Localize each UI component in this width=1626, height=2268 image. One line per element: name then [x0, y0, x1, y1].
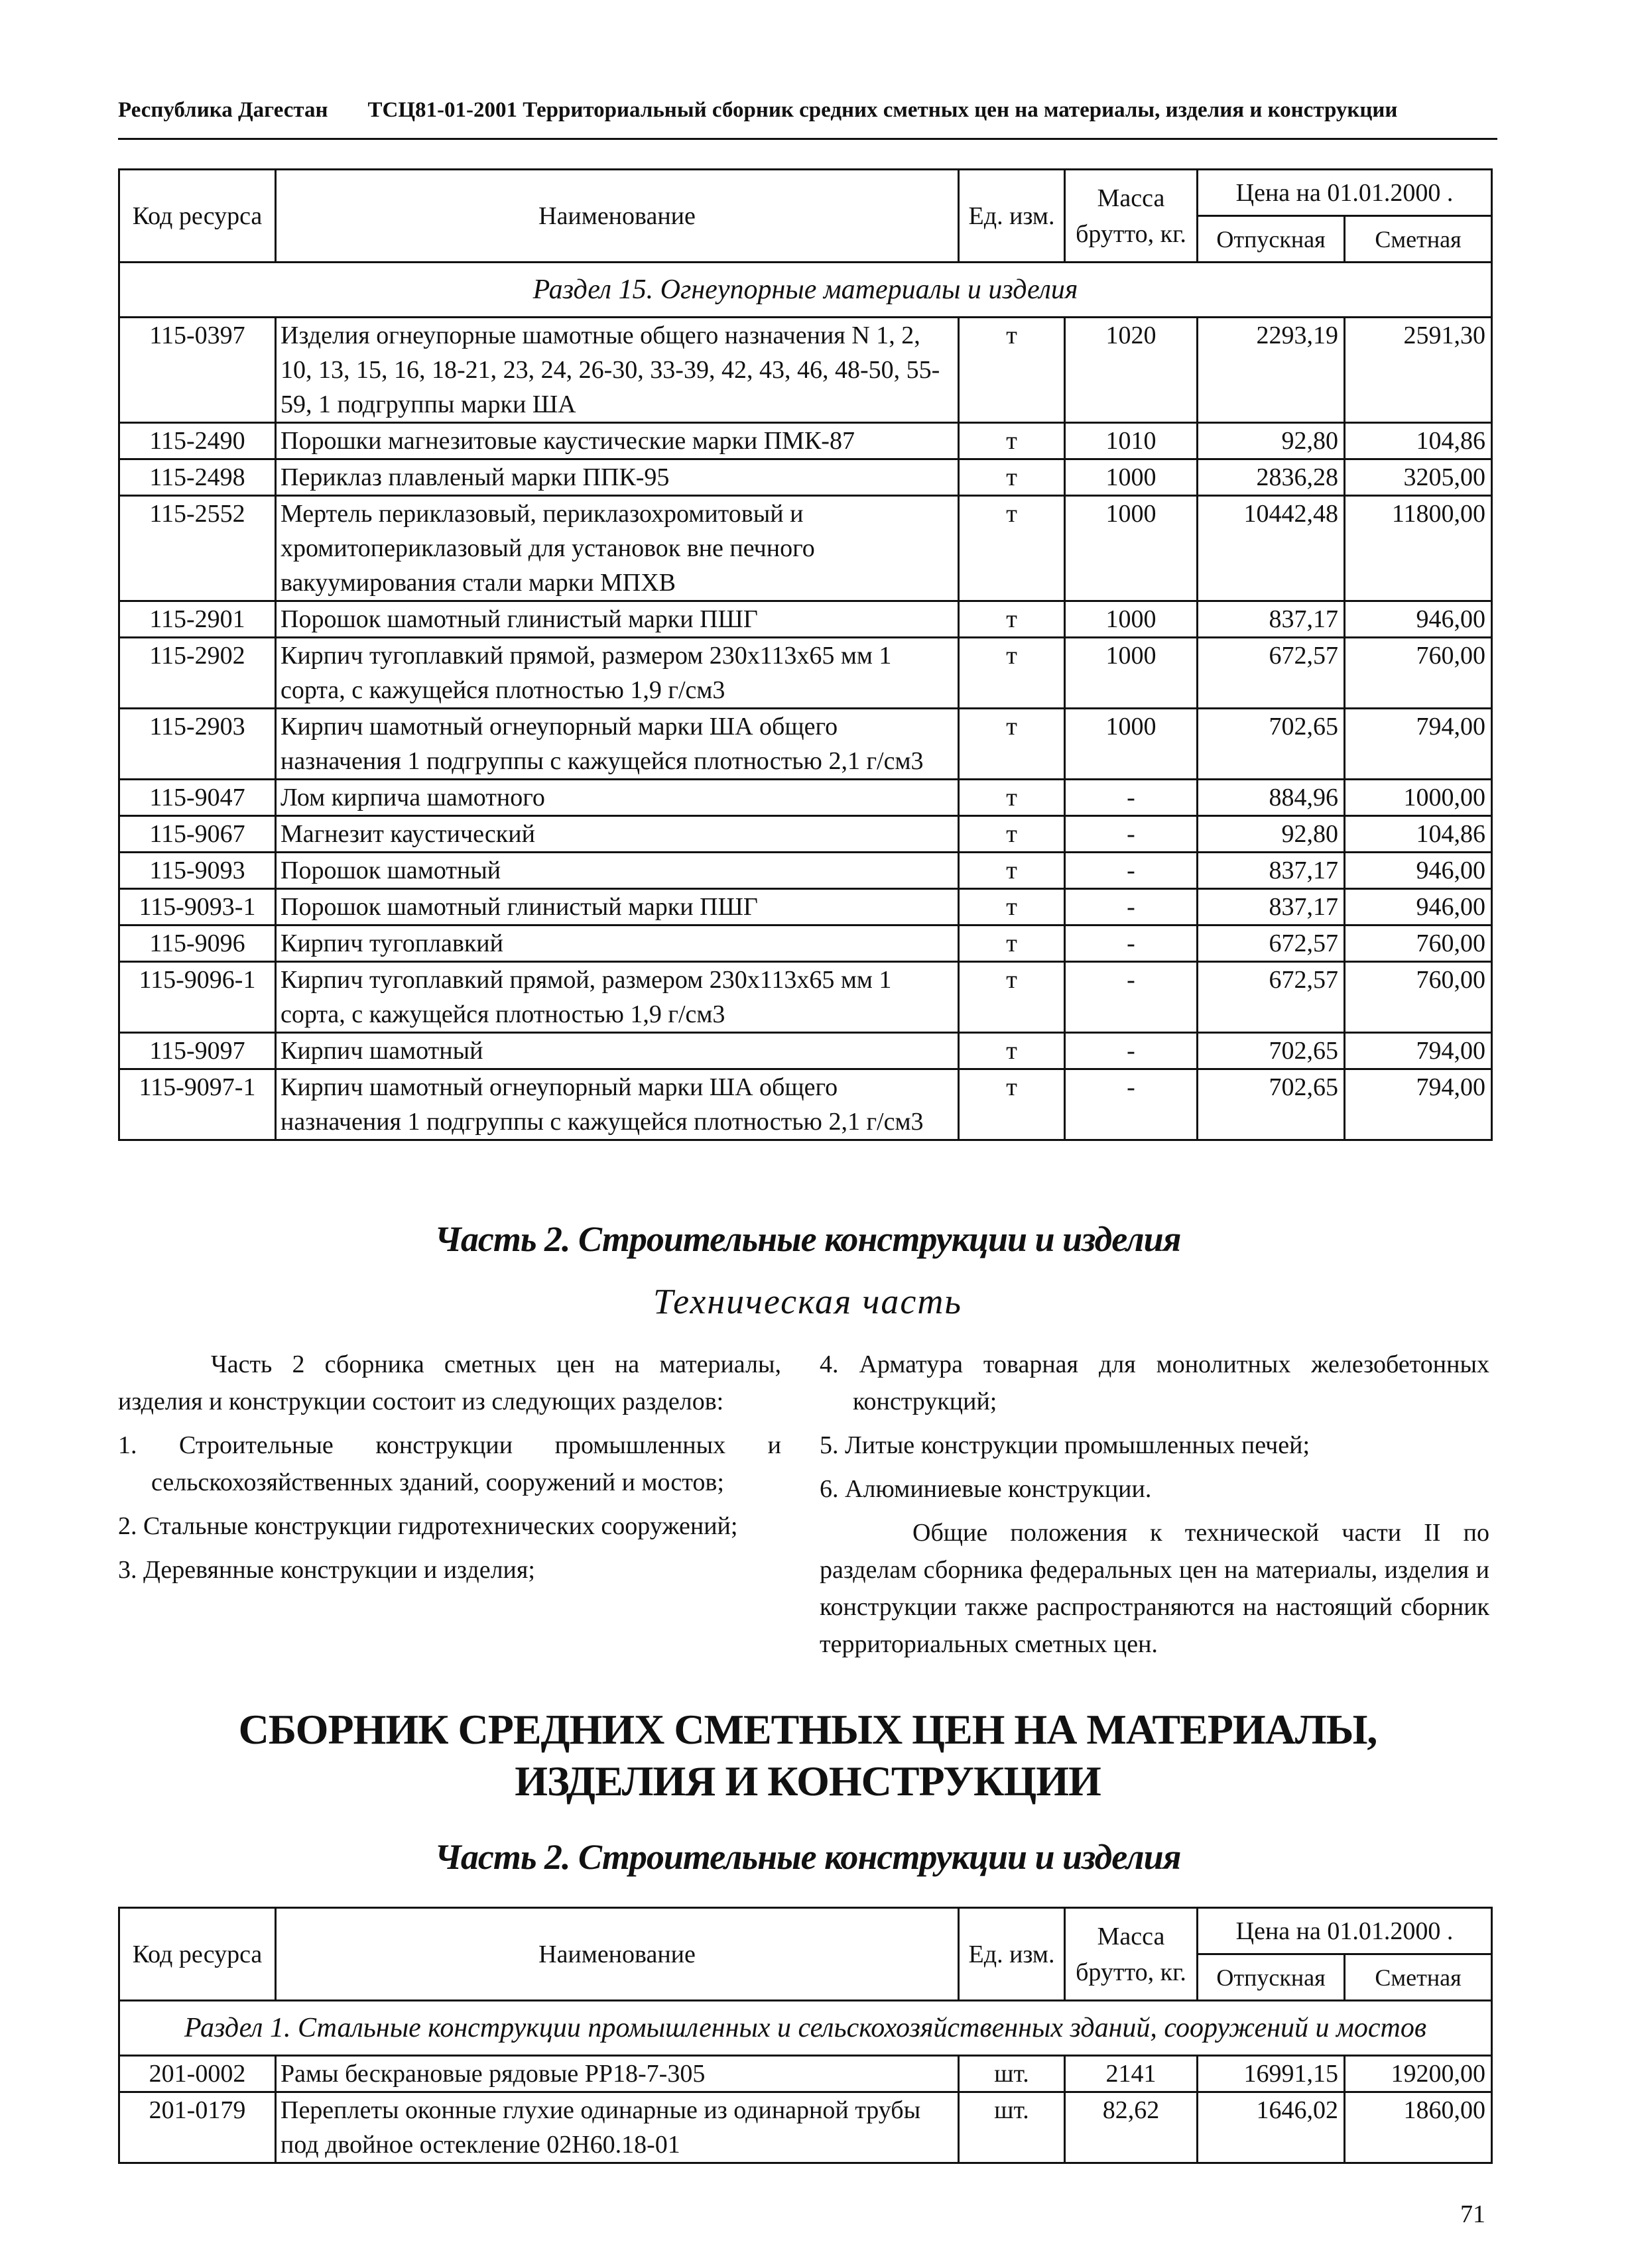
resource-name-cell: Порошок шамотный — [276, 853, 959, 889]
col-header-estimate: Сметная — [1345, 1954, 1492, 2001]
resource-code-cell: 115-2902 — [119, 638, 276, 709]
table-row — [119, 638, 1492, 709]
estimate-price-cell: 794,00 — [1345, 1069, 1492, 1140]
unit-cell: т — [959, 459, 1065, 496]
col-header-price: Цена на 01.01.2000 . — [1198, 170, 1492, 216]
unit-cell: шт. — [959, 2092, 1065, 2163]
section-heading: Раздел 15. Огнеупорные материалы и изделия — [119, 263, 1492, 318]
resource-name-cell: Магнезит каустический — [276, 816, 959, 853]
resource-name-cell: Порошок шамотный глинистый марки ПШГ — [276, 889, 959, 925]
release-price-cell: 837,17 — [1198, 889, 1345, 925]
resource-code-cell: 115-9096 — [119, 925, 276, 962]
release-price-cell: 10442,48 — [1198, 496, 1345, 601]
collection-title — [118, 1704, 1497, 1807]
mass-cell: 1000 — [1065, 638, 1198, 709]
right-column — [820, 1346, 1489, 1663]
resource-code-cell: 115-2490 — [119, 423, 276, 459]
col-header-name: Наименование — [276, 170, 959, 263]
resource-code-cell: 115-2498 — [119, 459, 276, 496]
mass-cell: - — [1065, 1069, 1198, 1140]
resource-code-cell: 201-0002 — [119, 2056, 276, 2092]
estimate-price-cell: 760,00 — [1345, 638, 1492, 709]
release-price-cell: 672,57 — [1198, 638, 1345, 709]
table-row — [119, 496, 1492, 601]
unit-cell: т — [959, 889, 1065, 925]
resource-code-cell: 115-9047 — [119, 780, 276, 816]
mass-cell: - — [1065, 889, 1198, 925]
resource-name-cell: Кирпич шамотный — [276, 1033, 959, 1069]
unit-cell: т — [959, 816, 1065, 853]
resource-code-cell: 115-9097 — [119, 1033, 276, 1069]
resource-code-cell: 115-2552 — [119, 496, 276, 601]
table-row — [119, 1069, 1492, 1140]
list-item: 5. Литые конструкции промышленных печей; — [820, 1431, 1310, 1459]
resource-code-cell: 201-0179 — [119, 2092, 276, 2163]
part-title: Часть 2. Строительные конструкции и изделия — [434, 1219, 1181, 1259]
release-price-cell: 2836,28 — [1198, 459, 1345, 496]
unit-cell: т — [959, 496, 1065, 601]
unit-cell: шт. — [959, 2056, 1065, 2092]
resource-name-cell: Мертель периклазовый, периклазохромитовый и хромитопериклазовый для установок вне печного вакуумирования стали марки МПХВ — [276, 496, 959, 601]
resource-code-cell: 115-9093 — [119, 853, 276, 889]
resource-code-cell: 115-9097-1 — [119, 1069, 276, 1140]
note-paragraph: Общие положения к технической части II по разделам сборника федеральных цен на материалы, изделия и конструкции также распространяются на настоящий сборник территориальных сметных цен. — [820, 1519, 1489, 1658]
col-header-name: Наименование — [276, 1908, 959, 2001]
col-header-release: Отпускная — [1198, 216, 1345, 263]
table-row — [119, 816, 1492, 853]
resource-code-cell: 115-9067 — [119, 816, 276, 853]
resource-name-cell: Лом кирпича шамотного — [276, 780, 959, 816]
resource-name-cell: Кирпич тугоплавкий прямой, размером 230x113x65 мм 1 сорта, с кажущейся плотностью 1,9 г/см3 — [276, 962, 959, 1033]
unit-cell: т — [959, 601, 1065, 638]
estimate-price-cell: 794,00 — [1345, 709, 1492, 780]
table-row — [119, 459, 1492, 496]
unit-cell: т — [959, 853, 1065, 889]
release-price-cell: 837,17 — [1198, 601, 1345, 638]
col-header-mass: Масса брутто, кг. — [1065, 1908, 1198, 2001]
col-header-mass: Масса брутто, кг. — [1065, 170, 1198, 263]
resource-name-cell: Кирпич тугоплавкий — [276, 925, 959, 962]
unit-cell: т — [959, 1069, 1065, 1140]
col-header-unit: Ед. изм. — [959, 170, 1065, 263]
header-rule — [118, 138, 1497, 140]
estimate-price-cell: 2591,30 — [1345, 318, 1492, 423]
mass-cell: 1020 — [1065, 318, 1198, 423]
list-item: 3. Деревянные конструкции и изделия; — [118, 1556, 535, 1584]
estimate-price-cell: 794,00 — [1345, 1033, 1492, 1069]
col-header-price: Цена на 01.01.2000 . — [1198, 1908, 1492, 1954]
col-header-estimate: Сметная — [1345, 216, 1492, 263]
release-price-cell: 702,65 — [1198, 1069, 1345, 1140]
unit-cell: т — [959, 780, 1065, 816]
unit-cell: т — [959, 709, 1065, 780]
estimate-price-cell: 19200,00 — [1345, 2056, 1492, 2092]
estimate-price-cell: 104,86 — [1345, 423, 1492, 459]
resource-code-cell: 115-9093-1 — [119, 889, 276, 925]
table-row — [119, 962, 1492, 1033]
col-header-release: Отпускная — [1198, 1954, 1345, 2001]
resource-code-cell: 115-9096-1 — [119, 962, 276, 1033]
resource-code-cell: 115-2901 — [119, 601, 276, 638]
section-heading: Раздел 1. Стальные конструкции промышленных и сельскохозяйственных зданий, сооружений и мостов — [119, 2001, 1492, 2056]
left-column — [118, 1346, 781, 1588]
table-row — [119, 318, 1492, 423]
col-header-code: Код ресурса — [119, 170, 276, 263]
resource-name-cell: Порошки магнезитовые каустические марки ПМК-87 — [276, 423, 959, 459]
table-row — [119, 423, 1492, 459]
resource-name-cell: Переплеты оконные глухие одинарные из одинарной трубы под двойное остекление 02Н60.18-01 — [276, 2092, 959, 2163]
resource-name-cell: Кирпич тугоплавкий прямой, размером 230x113x65 мм 1 сорта, с кажущейся плотностью 1,9 г/см3 — [276, 638, 959, 709]
release-price-cell: 2293,19 — [1198, 318, 1345, 423]
estimate-price-cell: 104,86 — [1345, 816, 1492, 853]
list-item: 4. Арматура товарная для монолитных железобетонных конструкций; — [820, 1350, 1489, 1415]
release-price-cell: 1646,02 — [1198, 2092, 1345, 2163]
mass-cell: - — [1065, 816, 1198, 853]
table-row — [119, 889, 1492, 925]
price-table-steel — [118, 1907, 1493, 2164]
technical-part-title: Техническая часть — [653, 1282, 962, 1321]
estimate-price-cell: 946,00 — [1345, 889, 1492, 925]
running-header — [118, 98, 1497, 123]
mass-cell: - — [1065, 962, 1198, 1033]
col-header-code: Код ресурса — [119, 1908, 276, 2001]
unit-cell: т — [959, 1033, 1065, 1069]
mass-cell: 1000 — [1065, 496, 1198, 601]
table-row — [119, 601, 1492, 638]
unit-cell: т — [959, 962, 1065, 1033]
mass-cell: - — [1065, 925, 1198, 962]
estimate-price-cell: 946,00 — [1345, 601, 1492, 638]
resource-name-cell: Кирпич шамотный огнеупорный марки ША общего назначения 1 подгруппы с кажущейся плотностью 2,1 г/см3 — [276, 1069, 959, 1140]
release-price-cell: 702,65 — [1198, 1033, 1345, 1069]
release-price-cell: 884,96 — [1198, 780, 1345, 816]
release-price-cell: 16991,15 — [1198, 2056, 1345, 2092]
estimate-price-cell: 11800,00 — [1345, 496, 1492, 601]
unit-cell: т — [959, 423, 1065, 459]
table-row — [119, 780, 1492, 816]
release-price-cell: 702,65 — [1198, 709, 1345, 780]
list-item: 6. Алюминиевые конструкции. — [820, 1475, 1152, 1503]
unit-cell: т — [959, 925, 1065, 962]
estimate-price-cell: 760,00 — [1345, 925, 1492, 962]
release-price-cell: 92,80 — [1198, 816, 1345, 853]
collection-title-line-2: ИЗДЕЛИЯ И КОНСТРУКЦИИ — [515, 1758, 1101, 1805]
resource-code-cell: 115-0397 — [119, 318, 276, 423]
release-price-cell: 672,57 — [1198, 962, 1345, 1033]
page-number: 71 — [1460, 2200, 1485, 2228]
resource-name-cell: Кирпич шамотный огнеупорный марки ША общего назначения 1 подгруппы с кажущейся плотностью 2,1 г/см3 — [276, 709, 959, 780]
mass-cell: 1000 — [1065, 601, 1198, 638]
estimate-price-cell: 1860,00 — [1345, 2092, 1492, 2163]
mass-cell: 2141 — [1065, 2056, 1198, 2092]
price-table-refractory — [118, 168, 1493, 1141]
estimate-price-cell: 946,00 — [1345, 853, 1492, 889]
mass-cell: 1010 — [1065, 423, 1198, 459]
unit-cell: т — [959, 318, 1065, 423]
col-header-unit: Ед. изм. — [959, 1908, 1065, 2001]
header-title: ТСЦ81-01-2001 Территориальный сборник средних сметных цен на материалы, изделия и конструкции — [367, 98, 1398, 122]
list-item: 2. Стальные конструкции гидротехнических сооружений; — [118, 1512, 738, 1540]
release-price-cell: 837,17 — [1198, 853, 1345, 889]
list-item: 1. Строительные конструкции промышленных и сельскохозяйственных зданий, сооружений и мостов; — [118, 1431, 781, 1496]
resource-name-cell: Порошок шамотный глинистый марки ПШГ — [276, 601, 959, 638]
mass-cell: - — [1065, 1033, 1198, 1069]
estimate-price-cell: 760,00 — [1345, 962, 1492, 1033]
mass-cell: 82,62 — [1065, 2092, 1198, 2163]
mass-cell: 1000 — [1065, 709, 1198, 780]
table-row — [119, 1033, 1492, 1069]
estimate-price-cell: 1000,00 — [1345, 780, 1492, 816]
table-row — [119, 2056, 1492, 2092]
part-title-2: Часть 2. Строительные конструкции и изделия — [434, 1837, 1181, 1877]
collection-title-line-1: СБОРНИК СРЕДНИХ СМЕТНЫХ ЦЕН НА МАТЕРИАЛЫ, — [238, 1706, 1377, 1753]
mass-cell: - — [1065, 853, 1198, 889]
estimate-price-cell: 3205,00 — [1345, 459, 1492, 496]
header-region: Республика Дагестан — [118, 98, 328, 122]
release-price-cell: 92,80 — [1198, 423, 1345, 459]
table-row — [119, 2092, 1492, 2163]
table-row — [119, 853, 1492, 889]
table-row — [119, 709, 1492, 780]
resource-code-cell: 115-2903 — [119, 709, 276, 780]
resource-name-cell: Изделия огнеупорные шамотные общего назначения N 1, 2, 10, 13, 15, 16, 18-21, 23, 24, 26-30, 33-39, 42, 43, 46, 48-50, 55-59, 1 подгруппы марки ША — [276, 318, 959, 423]
unit-cell: т — [959, 638, 1065, 709]
intro-paragraph: Часть 2 сборника сметных цен на материалы, изделия и конструкции состоит из следующих разделов: — [118, 1350, 781, 1415]
mass-cell: - — [1065, 780, 1198, 816]
table-row — [119, 925, 1492, 962]
release-price-cell: 672,57 — [1198, 925, 1345, 962]
resource-name-cell: Рамы бескрановые рядовые РР18-7-305 — [276, 2056, 959, 2092]
resource-name-cell: Периклаз плавленый марки ППК-95 — [276, 459, 959, 496]
mass-cell: 1000 — [1065, 459, 1198, 496]
